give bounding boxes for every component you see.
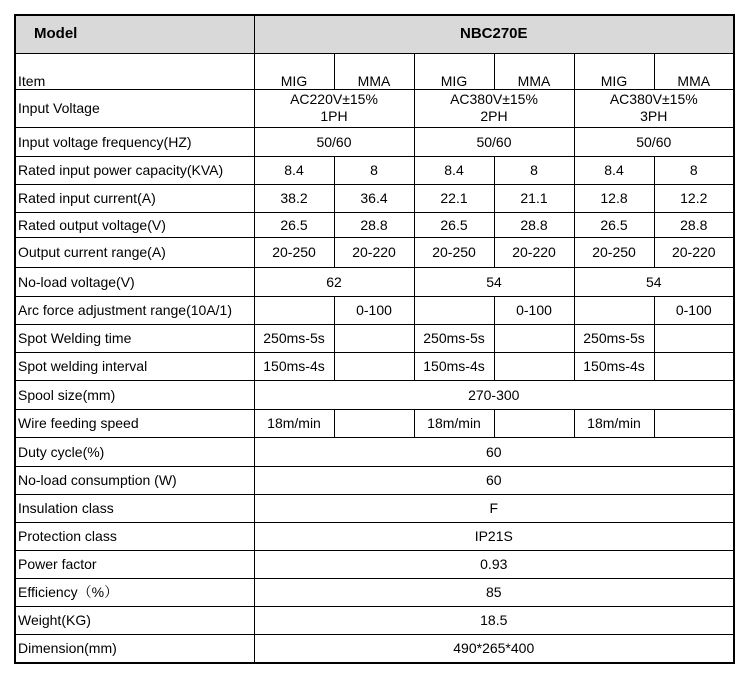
value-cell: 150ms-4s: [414, 352, 494, 380]
voltage-value: AC220V±15%: [290, 91, 378, 107]
value-cell: 26.5: [414, 212, 494, 237]
voltage-cell: [254, 89, 414, 127]
row-label: Efficiency（%）: [15, 578, 254, 606]
wire-speed-row: [15, 409, 734, 437]
value-cell: 36.4: [334, 184, 414, 212]
value-cell: 20-220: [654, 237, 734, 267]
row-label: Spot Welding time: [15, 324, 254, 352]
value-cell: 150ms-4s: [574, 352, 654, 380]
weight-row: [15, 606, 734, 634]
dimension-row: [15, 634, 734, 663]
value-cell: 20-250: [574, 237, 654, 267]
value-cell: 270-300: [254, 380, 734, 409]
value-cell: 0-100: [334, 296, 414, 324]
row-label: No-load voltage(V): [15, 267, 254, 296]
value-cell: 28.8: [334, 212, 414, 237]
value-cell: 250ms-5s: [414, 324, 494, 352]
phase-value: 1PH: [320, 108, 348, 124]
value-cell: 26.5: [574, 212, 654, 237]
value-cell: 8.4: [254, 156, 334, 184]
phase-value: 3PH: [640, 108, 668, 124]
value-cell: F: [254, 494, 734, 522]
value-cell: 60: [254, 437, 734, 466]
input-current-row: [15, 184, 734, 212]
value-cell: 8: [334, 156, 414, 184]
mode-cell: MIG: [574, 53, 654, 89]
row-label: Weight(KG): [15, 606, 254, 634]
row-label: Output current range(A): [15, 237, 254, 267]
value-cell: [654, 352, 734, 380]
spot-time-row: [15, 324, 734, 352]
row-label: Insulation class: [15, 494, 254, 522]
voltage-value: AC380V±15%: [450, 91, 538, 107]
value-cell: 12.2: [654, 184, 734, 212]
duty-cycle-row: [15, 437, 734, 466]
value-cell: 28.8: [654, 212, 734, 237]
value-cell: 250ms-5s: [254, 324, 334, 352]
value-cell: [334, 409, 414, 437]
value-cell: 490*265*400: [254, 634, 734, 663]
value-cell: 20-220: [494, 237, 574, 267]
value-cell: 22.1: [414, 184, 494, 212]
voltage-cell: [574, 89, 734, 127]
mode-cell: MMA: [654, 53, 734, 89]
value-cell: [414, 296, 494, 324]
noload-consumption-row: [15, 466, 734, 494]
header-row: [15, 15, 734, 53]
arc-force-row: [15, 296, 734, 324]
model-name: NBC270E: [254, 15, 734, 53]
mode-cell: MIG: [414, 53, 494, 89]
value-cell: 54: [574, 267, 734, 296]
power-factor-row: [15, 550, 734, 578]
value-cell: 8: [654, 156, 734, 184]
protection-row: [15, 522, 734, 550]
value-cell: 50/60: [574, 127, 734, 156]
value-cell: 62: [254, 267, 414, 296]
input-voltage-row: [15, 89, 734, 127]
value-cell: 0-100: [654, 296, 734, 324]
value-cell: 50/60: [414, 127, 574, 156]
value-cell: 20-250: [414, 237, 494, 267]
value-cell: 150ms-4s: [254, 352, 334, 380]
row-label: Item: [15, 53, 254, 89]
row-label: Arc force adjustment range(10A/1): [15, 296, 254, 324]
row-label: Input voltage frequency(HZ): [15, 127, 254, 156]
value-cell: 8.4: [414, 156, 494, 184]
value-cell: 50/60: [254, 127, 414, 156]
power-capacity-row: [15, 156, 734, 184]
value-cell: 18m/min: [254, 409, 334, 437]
row-label: Dimension(mm): [15, 634, 254, 663]
value-cell: [654, 409, 734, 437]
mode-cell: MIG: [254, 53, 334, 89]
row-label: Input Voltage: [15, 89, 254, 127]
spool-size-row: [15, 380, 734, 409]
row-label: Power factor: [15, 550, 254, 578]
value-cell: 60: [254, 466, 734, 494]
voltage-value: AC380V±15%: [609, 91, 698, 107]
output-voltage-row: [15, 212, 734, 237]
current-range-row: [15, 237, 734, 267]
row-label: Rated output voltage(V): [15, 212, 254, 237]
value-cell: [654, 324, 734, 352]
value-cell: 20-250: [254, 237, 334, 267]
row-label: Duty cycle(%): [15, 437, 254, 466]
value-cell: 85: [254, 578, 734, 606]
value-cell: [574, 296, 654, 324]
spot-interval-row: [15, 352, 734, 380]
value-cell: 26.5: [254, 212, 334, 237]
mode-cell: MMA: [334, 53, 414, 89]
insulation-row: [15, 494, 734, 522]
row-label: No-load consumption (W): [15, 466, 254, 494]
value-cell: [334, 324, 414, 352]
value-cell: 20-220: [334, 237, 414, 267]
value-cell: 21.1: [494, 184, 574, 212]
value-cell: 18m/min: [414, 409, 494, 437]
row-label: Spot welding interval: [15, 352, 254, 380]
value-cell: 250ms-5s: [574, 324, 654, 352]
phase-value: 2PH: [480, 108, 508, 124]
value-cell: 0.93: [254, 550, 734, 578]
value-cell: 12.8: [574, 184, 654, 212]
row-label: Spool size(mm): [15, 380, 254, 409]
value-cell: [254, 296, 334, 324]
value-cell: [494, 352, 574, 380]
noload-voltage-row: [15, 267, 734, 296]
value-cell: 8: [494, 156, 574, 184]
value-cell: 38.2: [254, 184, 334, 212]
row-label: Protection class: [15, 522, 254, 550]
value-cell: [494, 324, 574, 352]
value-cell: IP21S: [254, 522, 734, 550]
value-cell: 0-100: [494, 296, 574, 324]
spec-table: [14, 14, 735, 664]
row-label: Rated input current(A): [15, 184, 254, 212]
value-cell: 18m/min: [574, 409, 654, 437]
item-row: [15, 53, 734, 89]
row-label: Rated input power capacity(KVA): [15, 156, 254, 184]
row-label: Wire feeding speed: [15, 409, 254, 437]
mode-cell: MMA: [494, 53, 574, 89]
value-cell: 28.8: [494, 212, 574, 237]
value-cell: [334, 352, 414, 380]
value-cell: [494, 409, 574, 437]
value-cell: 54: [414, 267, 574, 296]
voltage-cell: [414, 89, 574, 127]
value-cell: 18.5: [254, 606, 734, 634]
efficiency-row: [15, 578, 734, 606]
model-label: Model: [15, 15, 254, 53]
value-cell: 8.4: [574, 156, 654, 184]
frequency-row: [15, 127, 734, 156]
